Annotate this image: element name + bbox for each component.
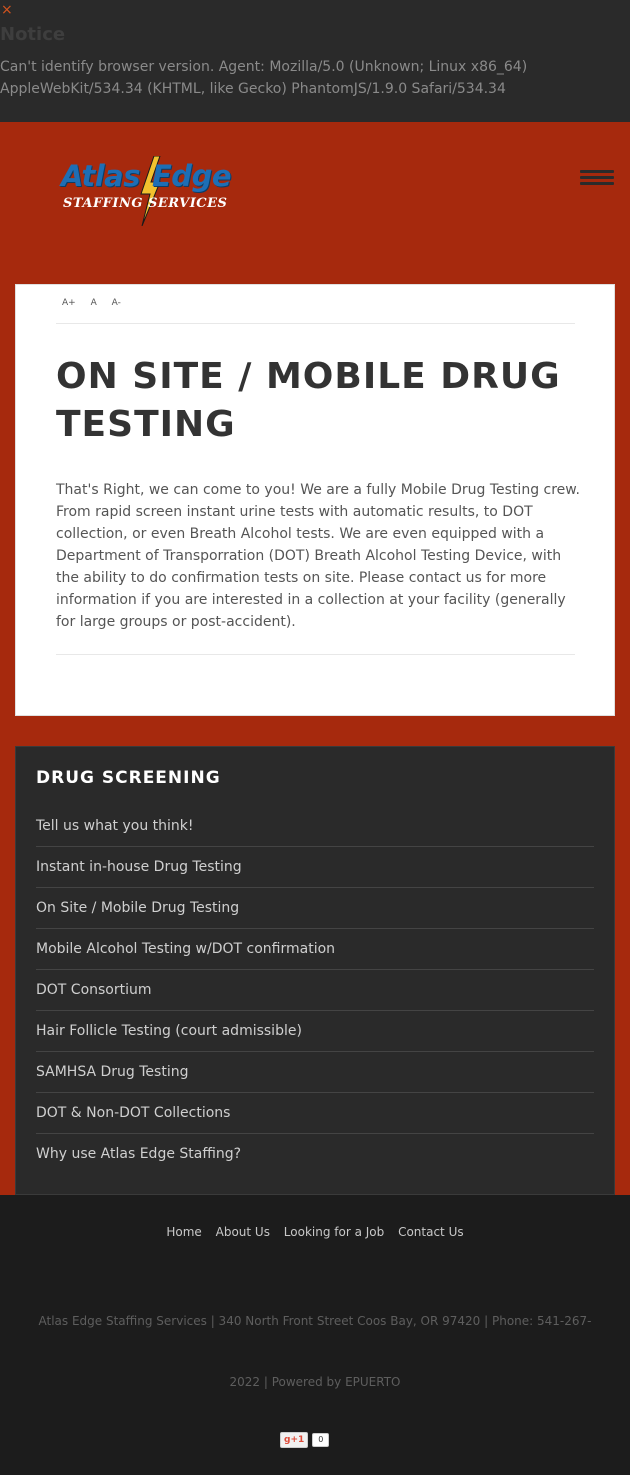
- font-decrease-button[interactable]: A-: [111, 298, 121, 308]
- page-title: ON SITE / MOBILE DRUG TESTING: [56, 356, 561, 445]
- menu-item-feedback[interactable]: Tell us what you think!: [36, 806, 594, 847]
- menu-item-collections[interactable]: DOT & Non-DOT Collections: [36, 1093, 594, 1134]
- menu-item-dot-consortium[interactable]: DOT Consortium: [36, 970, 594, 1011]
- site-footer: [0, 1195, 630, 1475]
- module-title: DRUG SCREENING: [36, 768, 221, 788]
- footer-powered-by: 2022 | Powered by EPUERTO: [229, 1375, 401, 1389]
- footer-link-contact[interactable]: Contact Us: [398, 1225, 464, 1239]
- font-size-tools: [62, 298, 133, 308]
- google-plus-button[interactable]: [280, 1432, 329, 1448]
- notice-title: Notice: [0, 24, 66, 45]
- font-reset-button[interactable]: A: [90, 298, 97, 308]
- menu-item-alcohol-testing[interactable]: Mobile Alcohol Testing w/DOT confirmation: [36, 929, 594, 970]
- footer-link-jobs[interactable]: Looking for a Job: [283, 1225, 385, 1239]
- notice-bar: [0, 0, 630, 122]
- footer-address: Atlas Edge Staffing Services | 340 North Front Street Coos Bay, OR 97420 | Phone: 541-267-: [38, 1314, 592, 1328]
- drug-screening-module: [15, 746, 615, 1195]
- menu-item-instant-testing[interactable]: Instant in-house Drug Testing: [36, 847, 594, 888]
- logo-subtitle: STAFFING SERVICES: [63, 196, 228, 211]
- menu-item-samhsa[interactable]: SAMHSA Drug Testing: [36, 1052, 594, 1093]
- font-increase-button[interactable]: A+: [62, 298, 76, 308]
- notice-message: Can't identify browser version. Agent: Mozilla/5.0 (Unknown; Linux x86_64) AppleWebKit/534.34 (KHTML, like Gecko) PhantomJS/1.9.0 Safari/534.34: [0, 59, 528, 97]
- divider: [56, 654, 575, 655]
- footer-nav: [0, 1225, 630, 1239]
- site-logo[interactable]: [60, 156, 242, 228]
- menu-item-why-atlas[interactable]: Why use Atlas Edge Staffing?: [36, 1146, 242, 1162]
- divider: [56, 323, 575, 324]
- menu-item-hair-follicle[interactable]: Hair Follicle Testing (court admissible): [36, 1011, 594, 1052]
- menu-item-mobile-testing[interactable]: On Site / Mobile Drug Testing: [36, 888, 594, 929]
- article-card: [15, 284, 615, 716]
- close-icon[interactable]: ×: [1, 2, 13, 18]
- logo-word-edge: Edge: [152, 159, 231, 193]
- hamburger-menu-icon[interactable]: [580, 170, 614, 187]
- footer-link-about[interactable]: About Us: [215, 1225, 270, 1239]
- logo-word-atlas: Atlas: [61, 159, 140, 193]
- google-plus-count: 0: [312, 1433, 329, 1447]
- google-plus-icon[interactable]: g+1: [280, 1432, 308, 1448]
- module-menu: [36, 806, 594, 1174]
- footer-link-home[interactable]: Home: [166, 1225, 202, 1239]
- article-body: That's Right, we can come to you! We are a fully Mobile Drug Testing crew. From rapid screen instant urine tests with automatic results, to DOT collection, or even Breath Alcohol tests. We are even equipped with a Department of Transporration (DOT) Breath Alcohol Testing Device, with the ability to do confirmation tests on site. Please contact us for more information if you are interested in a collection at your facility (generally for large groups or post-accident).: [56, 482, 580, 630]
